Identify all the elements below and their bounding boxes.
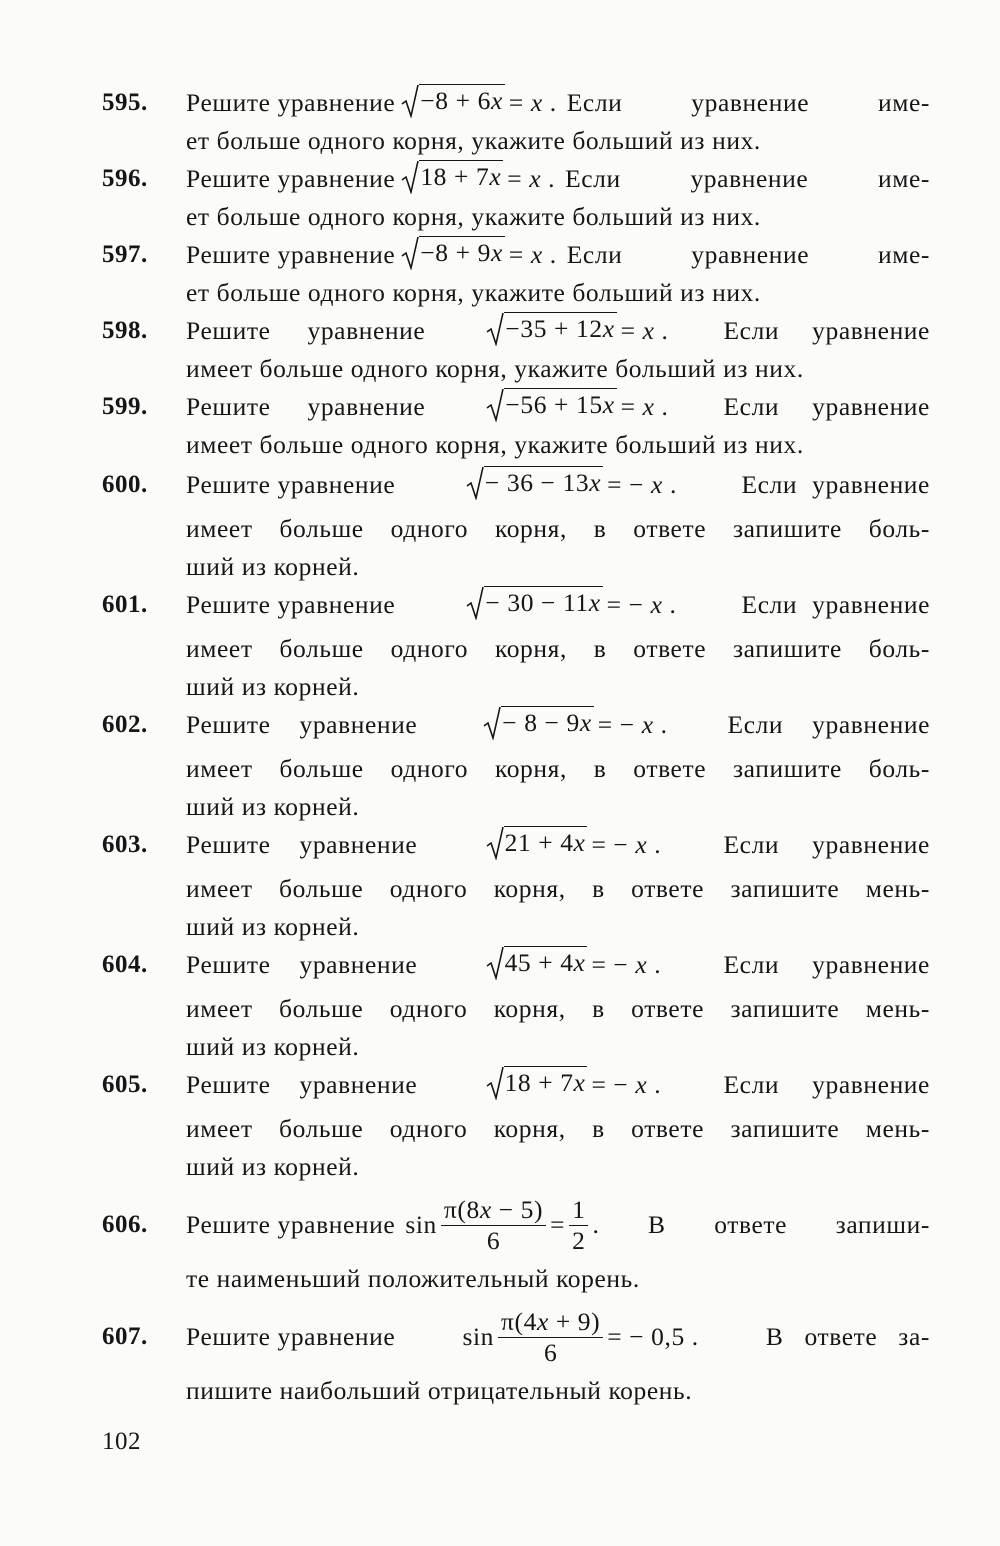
problem-prefix: Решите уравнение	[186, 590, 396, 619]
radical-sign-icon	[486, 388, 504, 422]
fraction-denominator: 2	[572, 1225, 586, 1255]
fraction-denominator: 6	[486, 1225, 501, 1255]
radicand: 45 + 4x	[504, 946, 588, 980]
square-root	[486, 1066, 588, 1100]
radicand: −8 + 6x	[419, 84, 505, 118]
radical-sign-icon	[401, 236, 419, 270]
problem-line-1	[186, 160, 930, 198]
problem-number: 605.	[102, 1071, 148, 1098]
radical-sign-icon	[466, 586, 484, 620]
equation-rhs: = x .	[620, 316, 669, 345]
equation-rhs: = x .	[508, 240, 557, 269]
problem-prefix: Решите уравнение	[186, 240, 396, 269]
problem-suffix: Если уравнение	[741, 590, 930, 619]
problem-prefix: Решите уравнение	[186, 950, 418, 979]
problem-suffix: Если уравнение име-	[566, 240, 930, 269]
problem-number: 596.	[102, 165, 148, 192]
equation-rhs: = − x .	[597, 710, 668, 739]
problem-suffix: Если уравнение	[723, 950, 930, 979]
problem-suffix: Если уравнение	[727, 710, 930, 739]
problem-line-1	[186, 946, 930, 984]
fraction-denominator: 6	[543, 1337, 558, 1367]
radicand: 18 + 7x	[504, 1066, 588, 1100]
radicand: −8 + 9x	[419, 236, 505, 270]
problem-prefix: Решите уравнение	[186, 392, 426, 421]
problem-line-2: ет больше одного корня, укажите больший из них.	[186, 126, 761, 155]
fraction-numerator: 1	[569, 1195, 588, 1226]
problem-line-2: пишите наибольший отрицательный корень.	[186, 1376, 693, 1405]
radical-sign-icon	[483, 706, 501, 740]
radicand: −35 + 12x	[504, 312, 616, 346]
square-root	[483, 706, 594, 740]
problem-line-3: ший из корней.	[186, 672, 360, 701]
square-root	[486, 826, 588, 860]
equation-rhs: = x .	[508, 88, 557, 117]
problem-prefix: Решите уравнение	[186, 164, 396, 193]
equation-rhs: = − x .	[591, 950, 662, 979]
radical-sign-icon	[401, 160, 419, 194]
problem-line-2: имеет больше одного корня, в ответе запишите мень-	[186, 994, 930, 1023]
problem-line-2: имеет больше одного корня, в ответе запишите мень-	[186, 874, 930, 903]
problem-number: 601.	[102, 591, 148, 618]
problem-line-2: имеет больше одного корня, в ответе запишите мень-	[186, 1114, 930, 1143]
problem-suffix: Если уравнение	[723, 830, 930, 859]
problem-line-3: ший из корней.	[186, 792, 360, 821]
square-root	[466, 466, 603, 500]
problem-line-2: имеет больше одного корня, укажите больший из них.	[186, 430, 804, 459]
problem-prefix: Решите уравнение	[186, 316, 426, 345]
problem-line-1	[186, 388, 930, 426]
problem-number: 602.	[102, 711, 148, 738]
radical-sign-icon	[486, 946, 504, 980]
problem-line-2: те наименьший положительный корень.	[186, 1264, 640, 1293]
problem-prefix: Решите уравнение	[186, 830, 418, 859]
problem-prefix: Решите уравнение	[186, 88, 396, 117]
problem-line-1	[186, 466, 930, 504]
equation-rhs: = − 0,5 .	[607, 1322, 699, 1351]
problem-line-3: ший из корней.	[186, 912, 360, 941]
equation-rhs: = − x .	[606, 590, 677, 619]
problem-suffix: . В ответе запиши-	[592, 1210, 930, 1239]
square-root	[486, 946, 588, 980]
square-root	[466, 586, 602, 620]
fraction-lhs	[441, 1195, 546, 1256]
square-root	[401, 84, 505, 118]
radicand: −56 + 15x	[504, 388, 616, 422]
equation-rhs: = − x .	[591, 830, 662, 859]
problem-suffix: Если уравнение	[723, 1070, 930, 1099]
fraction-numerator: π(8x − 5)	[441, 1195, 546, 1226]
problem-line-2: имеет больше одного корня, укажите больший из них.	[186, 354, 804, 383]
sin-function: sin	[405, 1210, 437, 1239]
problem-number: 599.	[102, 393, 148, 420]
radical-sign-icon	[486, 312, 504, 346]
square-root	[401, 236, 505, 270]
problem-line-1	[186, 1184, 930, 1266]
radicand: − 8 − 9x	[501, 706, 594, 740]
problem-suffix: Если уравнение	[723, 392, 930, 421]
problem-suffix: В ответе за-	[765, 1322, 930, 1351]
equation-rhs: = x .	[620, 392, 669, 421]
fraction-numerator: π(4x + 9)	[498, 1307, 603, 1338]
radical-sign-icon	[401, 84, 419, 118]
problem-line-3: ший из корней.	[186, 1032, 360, 1061]
radical-sign-icon	[486, 826, 504, 860]
problem-suffix: Если уравнение	[723, 316, 930, 345]
problem-line-1	[186, 1066, 930, 1104]
problem-suffix: Если уравнение	[741, 470, 930, 499]
problem-line-1	[186, 84, 930, 122]
problem-line-1	[186, 312, 930, 350]
radicand: 21 + 4x	[504, 826, 588, 860]
radical-sign-icon	[466, 466, 484, 500]
problem-line-1	[186, 1298, 930, 1376]
problem-number: 600.	[102, 471, 148, 498]
problem-number: 606.	[102, 1211, 148, 1238]
problem-line-2: имеет больше одного корня, в ответе запишите боль-	[186, 754, 930, 783]
problem-number: 595.	[102, 89, 148, 116]
sin-function: sin	[462, 1322, 495, 1351]
radicand: − 30 − 11x	[484, 586, 602, 620]
problem-number: 597.	[102, 241, 148, 268]
problem-line-1	[186, 706, 930, 744]
problem-prefix: Решите уравнение	[186, 470, 396, 499]
radicand: − 36 − 13x	[484, 466, 603, 500]
page-number: 102	[102, 1428, 141, 1455]
problem-line-3: ший из корней.	[186, 552, 360, 581]
radicand: 18 + 7x	[419, 160, 503, 194]
square-root	[401, 160, 503, 194]
problem-suffix: Если уравнение име-	[566, 88, 930, 117]
equation-rhs: = − x .	[591, 1070, 662, 1099]
problem-line-3: ший из корней.	[186, 1152, 360, 1181]
square-root	[486, 312, 616, 346]
problem-line-2: ет больше одного корня, укажите больший из них.	[186, 278, 761, 307]
fraction-lhs	[498, 1307, 603, 1368]
fraction-rhs	[569, 1195, 588, 1256]
problem-line-2: ет больше одного корня, укажите больший из них.	[186, 202, 761, 231]
problem-number: 603.	[102, 831, 148, 858]
problem-prefix: Решите уравнение	[186, 1070, 418, 1099]
problem-number: 598.	[102, 317, 148, 344]
problem-prefix: Решите уравнение	[186, 710, 418, 739]
radical-sign-icon	[486, 1066, 504, 1100]
problem-prefix: Решите уравнение	[186, 1322, 396, 1351]
equals-sign: =	[550, 1210, 566, 1239]
problem-line-1	[186, 236, 930, 274]
problem-line-2: имеет больше одного корня, в ответе запишите боль-	[186, 514, 930, 543]
problem-suffix: Если уравнение име-	[565, 164, 930, 193]
equation-rhs: = − x .	[607, 470, 677, 499]
problem-number: 607.	[102, 1323, 148, 1350]
square-root	[486, 388, 616, 422]
equation-rhs: = x .	[507, 164, 556, 193]
problem-line-2: имеет больше одного корня, в ответе запишите боль-	[186, 634, 930, 663]
problem-line-1	[186, 586, 930, 624]
problem-line-1	[186, 826, 930, 864]
problem-prefix: Решите уравнение	[186, 1210, 396, 1239]
problem-number: 604.	[102, 951, 148, 978]
